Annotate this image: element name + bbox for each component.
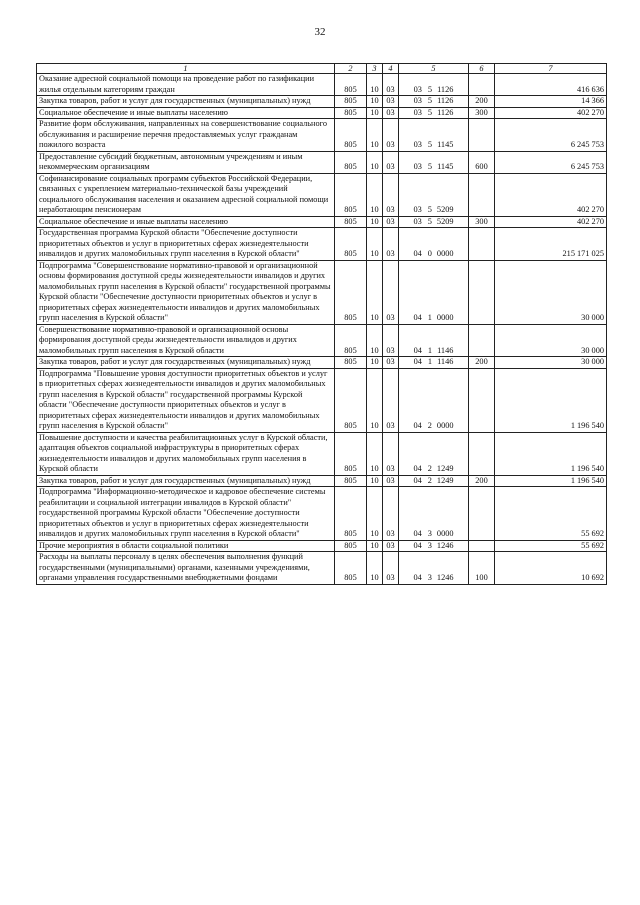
table-row [37,552,607,585]
row-name-cell: Закупка товаров, работ и услуг для государственных (муниципальных) нужд [37,475,335,487]
row-section-cell: 10 [367,151,383,173]
row-ministry-cell: 805 [335,487,367,541]
row-ministry-cell: 805 [335,216,367,228]
table-row [37,228,607,261]
target-article-part: 5209 [436,216,454,226]
table-row [37,260,607,324]
row-subsection-cell: 03 [383,324,399,357]
row-ministry-cell: 805 [335,228,367,261]
row-target-article-cell [399,487,469,541]
target-article-part: 5 [427,216,432,226]
row-amount-cell: 1 196 540 [495,368,607,432]
row-amount-cell: 402 270 [495,107,607,119]
target-article-part: 5209 [436,205,454,214]
row-name-cell: Развитие форм обслуживания, направленных на совершенствование социального обслуживания и расширение перечня предоставляемых услуг гражданам пожилого возраста [37,119,335,152]
row-name-cell: Совершенствование нормативно-правовой и организационной основы формирования доступной среды жизнедеятельности инвалидов и других маломобильных групп населения в Курской области [37,324,335,357]
row-amount-cell: 30 000 [495,260,607,324]
target-article-part: 5 [427,96,433,105]
table-row [37,357,607,369]
row-section-cell: 10 [367,228,383,261]
target-article-part: 03 [413,107,422,117]
row-name-cell: Подпрограмма "Информационно-методическое и кадровое обеспечение системы реабилитации и социальной интеграции инвалидов в Курской области" государственной программы Курской области "Обеспечение доступности приоритетных объектов и услуг в приоритетных сферах жизнедеятельности инвалидов и других маломобильных групп населения в Курской области" [37,487,335,541]
target-article-part: 04 [413,249,422,258]
row-expense-type-cell [469,228,495,261]
row-section-cell: 10 [367,74,383,96]
row-subsection-cell: 03 [383,216,399,228]
row-target-article-cell [399,173,469,216]
target-article-part: 0000 [436,249,454,258]
row-section-cell: 10 [367,96,383,108]
row-subsection-cell: 03 [383,74,399,96]
target-article-part: 2 [427,421,432,430]
row-section-cell: 10 [367,432,383,475]
row-name-cell: Расходы на выплаты персоналу в целях обеспечения выполнения функций государственными (муниципальными) органами, казенными учреждениями, органами управления государственными внебюджетными фондами [37,552,335,585]
row-name-cell: Социальное обеспечение и иные выплаты населению [37,107,335,119]
row-section-cell: 10 [367,552,383,585]
row-amount-cell: 10 692 [495,552,607,585]
row-expense-type-cell [469,119,495,152]
row-section-cell: 10 [367,475,383,487]
target-article-part: 5 [427,140,433,149]
target-article-part: 0000 [436,313,454,322]
row-ministry-cell: 805 [335,151,367,173]
row-amount-cell: 30 000 [495,357,607,369]
row-section-cell: 10 [367,260,383,324]
row-amount-cell: 416 636 [495,74,607,96]
target-article-part: 1126 [437,96,454,105]
target-article-part: 03 [413,96,422,105]
target-article-part: 1 [427,357,433,366]
row-subsection-cell: 03 [383,96,399,108]
table-body [37,74,607,585]
target-article-part: 1 [427,345,433,355]
row-ministry-cell: 805 [335,119,367,152]
table-row [37,74,607,96]
row-target-article-cell [399,432,469,475]
row-section-cell: 10 [367,540,383,552]
row-expense-type-cell: 200 [469,357,495,369]
row-ministry-cell: 805 [335,173,367,216]
row-amount-cell: 6 245 753 [495,119,607,152]
row-ministry-cell: 805 [335,107,367,119]
table-row [37,96,607,108]
row-target-article-cell [399,540,469,552]
target-article-part: 1145 [437,140,454,149]
target-article-part: 5 [427,162,433,171]
target-article-part: 1 [427,313,432,322]
target-article-part: 3 [427,573,432,582]
target-article-part: 1246 [436,573,454,582]
target-article-part: 04 [413,345,422,355]
row-target-article-cell [399,260,469,324]
row-amount-cell: 402 270 [495,216,607,228]
target-article-part: 1126 [437,84,454,94]
row-amount-cell: 30 000 [495,324,607,357]
target-article-part: 04 [413,529,422,538]
row-target-article-cell [399,107,469,119]
row-expense-type-cell: 600 [469,151,495,173]
row-amount-cell: 55 692 [495,487,607,541]
target-article-part: 03 [413,140,422,149]
row-target-article-cell [399,357,469,369]
row-amount-cell: 55 692 [495,540,607,552]
row-name-cell: Софинансирование социальных программ субъектов Российской Федерации, связанных с укреплением материально-технической базы учреждений социального обслуживания населения и оказанием адресной социальной помощи неработающим пенсионерам [37,173,335,216]
target-article-part: 0000 [436,421,454,430]
row-subsection-cell: 03 [383,357,399,369]
row-section-cell: 10 [367,487,383,541]
row-expense-type-cell: 100 [469,552,495,585]
header-col-subsection: 4 [383,64,399,74]
target-article-part: 03 [413,84,422,94]
row-ministry-cell: 805 [335,357,367,369]
row-amount-cell: 402 270 [495,173,607,216]
row-ministry-cell: 805 [335,540,367,552]
target-article-part: 04 [413,357,422,366]
row-target-article-cell [399,74,469,96]
row-target-article-cell [399,552,469,585]
row-name-cell: Закупка товаров, работ и услуг для государственных (муниципальных) нужд [37,357,335,369]
target-article-part: 0000 [436,529,454,538]
row-expense-type-cell [469,260,495,324]
row-subsection-cell: 03 [383,107,399,119]
target-article-part: 5 [427,205,432,214]
target-article-part: 04 [413,475,422,485]
table-row [37,173,607,216]
target-article-part: 04 [413,464,422,473]
target-article-part: 1146 [437,357,454,366]
row-ministry-cell: 805 [335,552,367,585]
row-target-article-cell [399,119,469,152]
table-row [37,540,607,552]
target-article-part: 3 [427,540,432,550]
table-row [37,475,607,487]
row-expense-type-cell: 200 [469,96,495,108]
target-article-part: 5 [427,84,433,94]
header-col-expense-type: 6 [469,64,495,74]
row-expense-type-cell [469,173,495,216]
target-article-part: 1246 [436,540,454,550]
row-amount-cell: 215 171 025 [495,228,607,261]
row-amount-cell: 14 366 [495,96,607,108]
table-row [37,151,607,173]
table-row [37,119,607,152]
row-target-article-cell [399,151,469,173]
row-name-cell: Повышение доступности и качества реабилитационных услуг в Курской области, адаптация объектов социальной инфраструктуры в приоритетных сферах жизнедеятельности инвалидов и других маломобильных групп населения в Курской области [37,432,335,475]
row-section-cell: 10 [367,119,383,152]
target-article-part: 1249 [436,464,454,473]
row-target-article-cell [399,475,469,487]
row-amount-cell: 1 196 540 [495,432,607,475]
target-article-part: 1145 [437,162,454,171]
row-subsection-cell: 03 [383,475,399,487]
row-expense-type-cell [469,74,495,96]
row-ministry-cell: 805 [335,368,367,432]
row-subsection-cell: 03 [383,151,399,173]
header-col-name: 1 [37,64,335,74]
row-expense-type-cell: 300 [469,107,495,119]
row-name-cell: Социальное обеспечение и иные выплаты населению [37,216,335,228]
row-target-article-cell [399,96,469,108]
target-article-part: 04 [413,573,422,582]
row-subsection-cell: 03 [383,119,399,152]
table-row [37,324,607,357]
row-section-cell: 10 [367,107,383,119]
row-ministry-cell: 805 [335,324,367,357]
row-subsection-cell: 03 [383,228,399,261]
target-article-part: 1126 [437,107,454,117]
row-expense-type-cell [469,324,495,357]
table-row [37,432,607,475]
target-article-part: 2 [427,464,432,473]
target-article-part: 03 [413,216,422,226]
row-name-cell: Прочие мероприятия в области социальной политики [37,540,335,552]
row-target-article-cell [399,228,469,261]
target-article-part: 04 [413,421,422,430]
row-section-cell: 10 [367,173,383,216]
row-subsection-cell: 03 [383,540,399,552]
target-article-part: 3 [427,529,432,538]
target-article-part: 5 [427,107,433,117]
header-col-target-article: 5 [399,64,469,74]
row-section-cell: 10 [367,357,383,369]
row-ministry-cell: 805 [335,74,367,96]
header-row [37,64,607,74]
row-ministry-cell: 805 [335,475,367,487]
page-number: 32 [314,26,326,38]
row-amount-cell: 1 196 540 [495,475,607,487]
header-col-amount: 7 [495,64,607,74]
row-expense-type-cell [469,540,495,552]
row-name-cell: Закупка товаров, работ и услуг для государственных (муниципальных) нужд [37,96,335,108]
table-row [37,487,607,541]
row-subsection-cell: 03 [383,552,399,585]
row-ministry-cell: 805 [335,260,367,324]
table-row [37,368,607,432]
row-name-cell: Государственная программа Курской области "Обеспечение доступности приоритетных объектов и услуг в приоритетных сферах жизнедеятельности инвалидов и других маломобильных групп населения в Курской области" [37,228,335,261]
target-article-part: 03 [413,162,422,171]
row-ministry-cell: 805 [335,432,367,475]
target-article-part: 0 [427,249,432,258]
row-expense-type-cell: 300 [469,216,495,228]
row-expense-type-cell [469,432,495,475]
target-article-part: 2 [427,475,432,485]
row-name-cell: Предоставление субсидий бюджетным, автономным учреждениям и иным некоммерческим организациям [37,151,335,173]
row-expense-type-cell [469,368,495,432]
row-subsection-cell: 03 [383,487,399,541]
row-section-cell: 10 [367,324,383,357]
target-article-part: 04 [413,313,422,322]
row-section-cell: 10 [367,216,383,228]
table-row [37,216,607,228]
row-subsection-cell: 03 [383,173,399,216]
target-article-part: 1249 [436,475,454,485]
row-target-article-cell [399,324,469,357]
row-amount-cell: 6 245 753 [495,151,607,173]
row-ministry-cell: 805 [335,96,367,108]
row-name-cell: Подпрограмма "Совершенствование нормативно-правовой и организационной основы формирования доступной среды жизнедеятельности инвалидов и других маломобильных групп населения в Курской области" государственной программы Курской области "Обеспечение доступности приоритетных объектов и услуг в приоритетных сферах жизнедеятельности инвалидов и других маломобильных групп населения в Курской области" [37,260,335,324]
row-name-cell: Подпрограмма "Повышение уровня доступности приоритетных объектов и услуг в приоритетных сферах жизнедеятельности инвалидов и других маломобильных групп населения в Курской области" государственной программы Курской области "Обеспечение доступности приоритетных объектов и услуг в приоритетных сферах жизнедеятельности инвалидов и других маломобильных групп населения в Курской области" [37,368,335,432]
target-article-part: 1146 [437,345,454,355]
row-target-article-cell [399,368,469,432]
row-subsection-cell: 03 [383,260,399,324]
row-expense-type-cell [469,487,495,541]
target-article-part: 04 [413,540,422,550]
target-article-part: 03 [413,205,422,214]
row-subsection-cell: 03 [383,432,399,475]
table-row [37,107,607,119]
row-subsection-cell: 03 [383,368,399,432]
header-col-ministry: 2 [335,64,367,74]
row-expense-type-cell: 200 [469,475,495,487]
budget-table [36,63,607,585]
row-section-cell: 10 [367,368,383,432]
header-col-section: 3 [367,64,383,74]
row-name-cell: Оказание адресной социальной помощи на проведение работ по газификации жилья отдельным категориям граждан [37,74,335,96]
row-target-article-cell [399,216,469,228]
